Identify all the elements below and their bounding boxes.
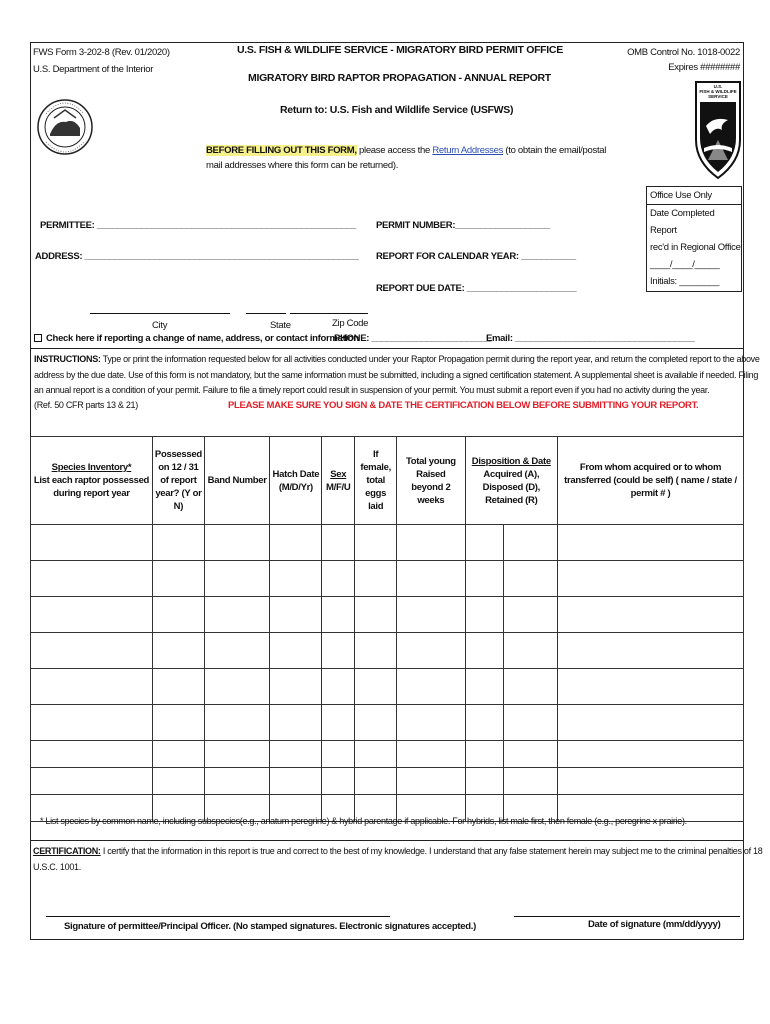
before-filling-text: please access the bbox=[356, 145, 433, 156]
col-sex bbox=[322, 437, 355, 525]
logo-text-line-2: FISH & WILDLIFE bbox=[699, 89, 737, 94]
certification-text: I certify that the information in this report is true and correct to the best of my knowledge. I understand that any false statement herein may subject me to the criminal penalties of 18 bbox=[100, 846, 763, 856]
table-header-row bbox=[31, 437, 744, 525]
before-filling-line bbox=[206, 145, 606, 156]
date-line[interactable] bbox=[514, 916, 740, 917]
section-divider bbox=[30, 840, 744, 841]
logo-text-line-3: SERVICE bbox=[708, 94, 728, 99]
agency-title: U.S. FISH & WILDLIFE SERVICE - MIGRATORY BIRD PERMIT OFFICE bbox=[237, 44, 563, 56]
office-use-title: Office Use Only bbox=[647, 187, 741, 205]
table-row[interactable] bbox=[31, 561, 744, 597]
table-row[interactable] bbox=[31, 633, 744, 669]
office-use-line-2: rec'd in Regional Office bbox=[650, 242, 741, 253]
office-use-box bbox=[646, 186, 742, 292]
certification-label: CERTIFICATION: bbox=[33, 846, 101, 856]
office-use-line-3: ____/____/_____ bbox=[650, 259, 720, 270]
instructions-line-4: (Ref. 50 CFR parts 13 & 21) bbox=[34, 400, 138, 410]
report-year-field[interactable]: REPORT FOR CALENDAR YEAR: ___________ bbox=[376, 251, 576, 262]
department-name: U.S. Department of the Interior bbox=[33, 64, 154, 75]
col-hatch-date: Hatch Date (M/D/Yr) bbox=[270, 437, 322, 525]
instructions-label: INSTRUCTIONS: bbox=[34, 354, 101, 364]
col-disposition bbox=[465, 437, 557, 525]
table-row[interactable] bbox=[31, 525, 744, 561]
table-row[interactable] bbox=[31, 741, 744, 768]
zip-line[interactable] bbox=[290, 313, 368, 314]
col-sex-sub: M/F/U bbox=[326, 481, 351, 493]
col-disposition-sub: Acquired (A), Disposed (D), Retained (R) bbox=[482, 468, 540, 506]
due-date-field[interactable]: REPORT DUE DATE: ______________________ bbox=[376, 283, 577, 294]
sign-warning: PLEASE MAKE SURE YOU SIGN & DATE THE CERTIFICATION BELOW BEFORE SUBMITTING YOUR REPORT. bbox=[228, 400, 699, 411]
table-row[interactable] bbox=[31, 768, 744, 795]
col-eggs: If female, total eggs laid bbox=[355, 437, 397, 525]
state-label: State bbox=[270, 320, 291, 331]
col-possessed: Possessed on 12 / 31 of report year? (Y or N) bbox=[152, 437, 204, 525]
return-to: Return to: U.S. Fish and Wildlife Service (USFWS) bbox=[280, 104, 514, 116]
before-filling-lead: BEFORE FILLING OUT THIS FORM, bbox=[206, 145, 357, 156]
doi-seal-icon bbox=[36, 84, 94, 170]
col-species-sub: List each raptor possessed during report year bbox=[33, 475, 150, 499]
change-checkbox-label: Check here if reporting a change of name, address, or contact information bbox=[46, 333, 359, 344]
signature-line[interactable] bbox=[46, 916, 390, 917]
instructions-line-2: address by the due date. Use of this form is not mandatory, but the same information must be submitted, including a signed certification statement. A supplemental sheet is available if needed. Filing bbox=[34, 369, 759, 380]
phone-field[interactable]: PHONE: ________________________ bbox=[334, 333, 492, 344]
species-table bbox=[30, 436, 744, 822]
office-use-line-1: Date Completed Report bbox=[650, 208, 715, 236]
return-addresses-link[interactable]: Return Addresses bbox=[432, 145, 504, 156]
city-line[interactable] bbox=[90, 313, 230, 314]
city-label: City bbox=[152, 320, 168, 331]
expires: Expires ######## bbox=[668, 62, 740, 73]
before-filling-text-2: (to obtain the email/postal bbox=[503, 145, 607, 156]
section-divider bbox=[30, 348, 744, 349]
report-title: MIGRATORY BIRD RAPTOR PROPAGATION - ANNUAL REPORT bbox=[248, 72, 551, 84]
col-sex-title: Sex bbox=[330, 468, 347, 480]
species-footnote: * List species by common name, including subspecies(e.g., anatum peregrine) & hybrid parentage if applicable. For hybrids, list male first, then female (e.g., peregrine x prairie). bbox=[40, 816, 687, 826]
zip-label: Zip Code bbox=[332, 318, 369, 329]
signature-label: Signature of permittee/Principal Officer. (No stamped signatures. Electronic signatures accepted.) bbox=[64, 921, 476, 932]
instructions-line-1: Type or print the information requested below for all activities conducted under your Raptor Propagation permit during the report year, and return the completed report to the above bbox=[100, 354, 760, 364]
col-species bbox=[31, 437, 153, 525]
permittee-field[interactable]: PERMITTEE: ____________________________________________________ bbox=[40, 220, 357, 231]
col-band-number: Band Number bbox=[204, 437, 270, 525]
change-checkbox-row bbox=[34, 333, 359, 344]
certification-line-2: U.S.C. 1001. bbox=[33, 862, 81, 872]
table-row[interactable] bbox=[31, 597, 744, 633]
before-filling-line-2: mail addresses where this form can be returned). bbox=[206, 160, 399, 171]
col-from-whom: From whom acquired or to whom transferred (could be self) ( name / state / permit # ) bbox=[558, 437, 744, 525]
table-row[interactable] bbox=[31, 705, 744, 741]
col-disposition-title: Disposition & Date bbox=[471, 455, 551, 467]
omb-control: OMB Control No. 1018-0022 bbox=[627, 47, 740, 58]
date-label: Date of signature (mm/dd/yyyy) bbox=[588, 919, 721, 930]
permit-number-field[interactable]: PERMIT NUMBER:___________________ bbox=[376, 220, 550, 231]
office-use-line-4: Initials: ________ bbox=[650, 276, 720, 287]
col-species-title: Species Inventory* bbox=[51, 462, 132, 473]
email-field[interactable]: Email: ____________________________________ bbox=[486, 333, 695, 344]
certification-line-1 bbox=[33, 846, 762, 856]
instructions-line-3: an annual report is a condition of your permit. Failure to file a timely report could result in suspension of your permit. You must submit a report even if you had no activity during the year. bbox=[34, 385, 710, 395]
state-line[interactable] bbox=[246, 313, 286, 314]
logo-text bbox=[694, 84, 742, 99]
instructions-block bbox=[34, 352, 760, 399]
address-field[interactable]: ADDRESS: _______________________________________________________ bbox=[35, 251, 359, 262]
form-id: FWS Form 3-202-8 (Rev. 01/2020) bbox=[33, 47, 170, 58]
table-row[interactable] bbox=[31, 669, 744, 705]
logo-text-line-1: U.S. bbox=[713, 84, 723, 89]
change-checkbox[interactable] bbox=[34, 334, 42, 342]
col-young: Total young Raised beyond 2 weeks bbox=[397, 437, 466, 525]
